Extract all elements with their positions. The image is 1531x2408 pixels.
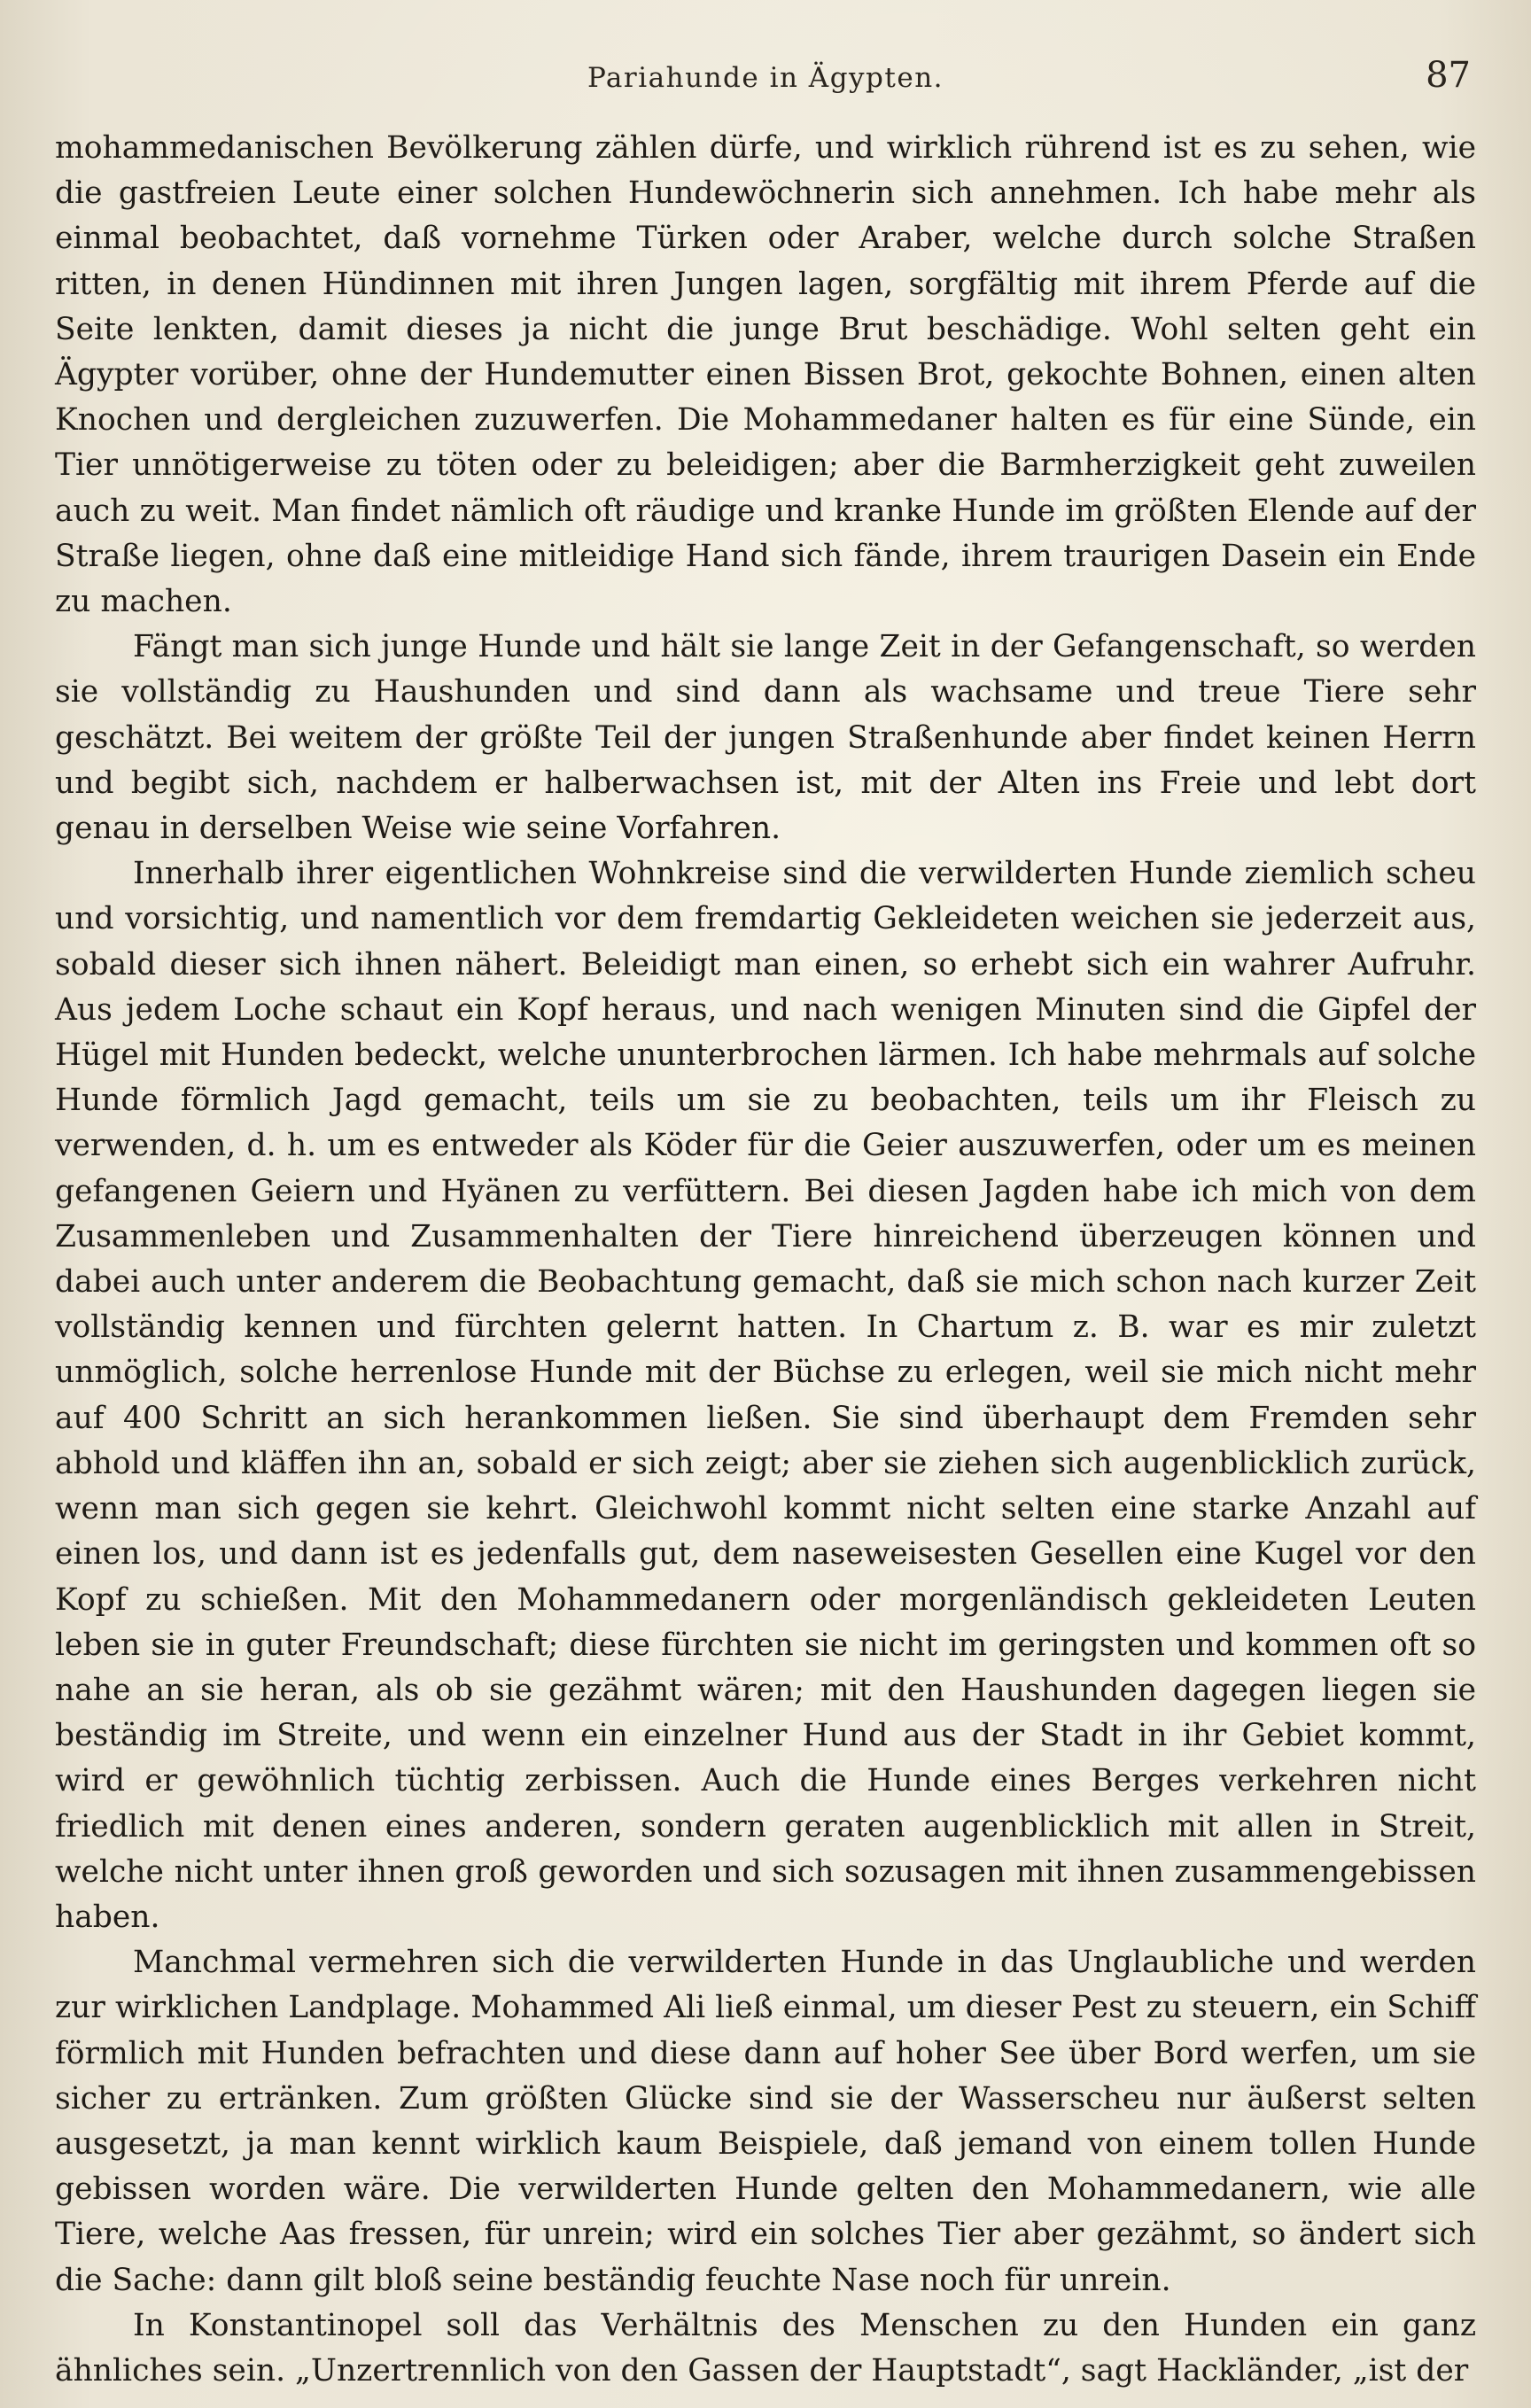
paragraph: Fängt man sich junge Hunde und hält sie lange Zeit in der Gefangenschaft, so werden sie vollständig zu Haushunden und sind dann als wachsame und treue Tiere sehr geschätzt. Bei weitem der größte Teil der jungen Straßenhunde aber findet keinen Herrn und begibt sich, nachdem er halberwachsen ist, mit der Alten ins Freie und lebt dort genau in derselben Weise wie seine Vorfahren. (55, 629, 1476, 847)
paragraph: Manchmal vermehren sich die verwilderten Hunde in das Unglaubliche und werden zur wirklichen Landplage. Mohammed Ali ließ einmal, um dieser Pest zu steuern, ein Schiff förmlich mit Hunden befrachten und diese dann auf hoher See über Bord werfen, um sie sicher zu ertränken. Zum größten Glücke sind sie der Wasserscheu nur äußerst selten ausgesetzt, ja man kennt wirklich kaum Beispiele, daß jemand von einem tollen Hunde gebissen worden wäre. Die verwilderten Hunde gelten den Mohammedanern, wie alle Tiere, welche Aas fressen, für unrein; wird ein solches Tier aber gezähmt, so ändert sich die Sache: dann gilt bloß seine beständig feuchte Nase noch für unrein. (55, 1945, 1476, 2298)
running-title: Pariahunde in Ägypten. (587, 62, 944, 94)
paragraph: In Konstantinopel soll das Verhältnis des Menschen zu den Hunden ein ganz ähnliches sein. „Unzertrennlich von den Gassen der Hauptstadt“, sagt Hackländer, „ist der (55, 2307, 1476, 2389)
paragraph: Innerhalb ihrer eigentlichen Wohnkreise sind die verwilderten Hunde ziemlich scheu und vorsichtig, und namentlich vor dem fremdartig Gekleideten weichen sie jederzeit aus, sobald dieser sich ihnen nähert. Beleidigt man einen, so erhebt sich ein wahrer Aufruhr. Aus jedem Loche schaut ein Kopf heraus, und nach wenigen Minuten sind die Gipfel der Hügel mit Hunden bedeckt, welche ununterbrochen lärmen. Ich habe mehrmals auf solche Hunde förmlich Jagd gemacht, teils um sie zu beobachten, teils um ihr Fleisch zu verwenden, d. h. um es entweder als Köder für die Geier auszuwerfen, oder um es meinen gefangenen Geiern und Hyänen zu verfüttern. Bei diesen Jagden habe ich mich von dem Zusammenleben und Zusammenhalten der Tiere hinreichend überzeugen können und dabei auch unter anderem die Beobachtung gemacht, daß sie mich schon nach kurzer Zeit vollständig kennen und fürchten gelernt hatten. In Chartum z. B. war es mir zuletzt unmöglich, solche herrenlose Hunde mit der Büchse zu erlegen, weil sie mich nicht mehr auf 400 Schritt an sich herankommen ließen. Sie sind überhaupt dem Fremden sehr abhold und kläffen ihn an, sobald er sich zeigt; aber sie ziehen sich augenblicklich zurück, wenn man sich gegen sie kehrt. Gleichwohl kommt nicht selten eine starke Anzahl auf einen los, und dann ist es jedenfalls gut, dem naseweisesten Gesellen eine Kugel vor den Kopf zu schießen. Mit den Mohammedanern oder morgenländisch gekleideten Leuten leben sie in guter Freundschaft; diese fürchten sie nicht im geringsten und kommen oft so nahe an sie heran, als ob sie gezähmt wären; mit den Haushunden dagegen liegen sie beständig im Streite, und wenn ein einzelner Hund aus der Stadt in ihr Gebiet kommt, wird er gewöhnlich tüchtig zerbissen. Auch die Hunde eines Berges verkehren nicht friedlich mit denen eines anderen, sondern geraten augenblicklich mit allen in Streit, welche nicht unter ihnen groß geworden und sich sozusagen mit ihnen zusammengebissen haben. (55, 856, 1476, 1935)
page-number: 87 (1426, 55, 1471, 96)
page-header (55, 55, 1476, 117)
body-text (55, 126, 1476, 2394)
paragraph: mohammedanischen Bevölkerung zählen dürfe, und wirklich rührend ist es zu sehen, wie die gastfreien Leute einer solchen Hundewöchnerin sich annehmen. Ich habe mehr als einmal beobachtet, daß vornehme Türken oder Araber, welche durch solche Straßen ritten, in denen Hündinnen mit ihren Jungen lagen, sorgfältig mit ihrem Pferde auf die Seite lenkten, damit dieses ja nicht die junge Brut beschädige. Wohl selten geht ein Ägypter vorüber, ohne der Hundemutter einen Bissen Brot, gekochte Bohnen, einen alten Knochen und dergleichen zuzuwerfen. Die Mohammedaner halten es für eine Sünde, ein Tier unnötigerweise zu töten oder zu beleidigen; aber die Barmherzigkeit geht zuweilen auch zu weit. Man findet nämlich oft räudige und kranke Hunde im größten Elende auf der Straße liegen, ohne daß eine mitleidige Hand sich fände, ihrem traurigen Dasein ein Ende zu machen. (55, 130, 1476, 620)
